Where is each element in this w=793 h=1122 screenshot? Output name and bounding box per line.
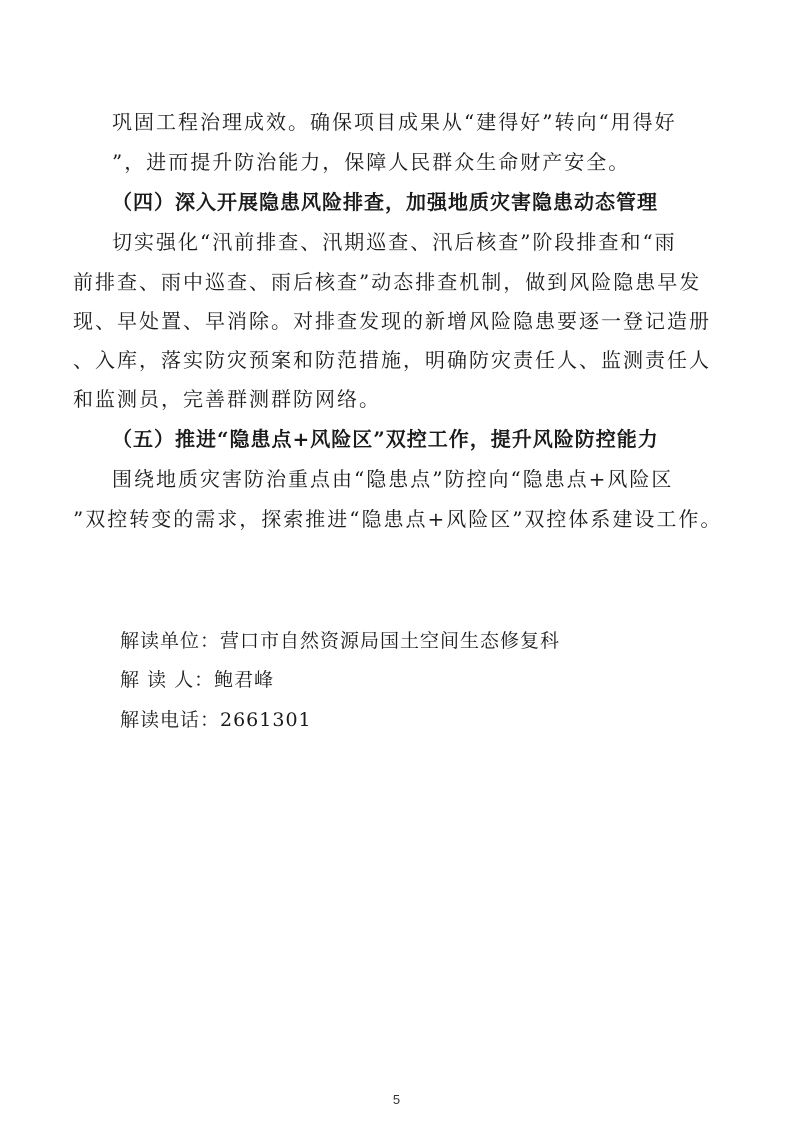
contact-phone: 解读电话：2661301 bbox=[120, 709, 312, 731]
paragraph-line: 和监测员，完善群测群防网络。 bbox=[73, 387, 381, 411]
interpreting-unit: 解读单位：营口市自然资源局国土空间生态修复科 bbox=[120, 630, 561, 652]
section-heading: （四）深入开展隐患风险排查，加强地质灾害隐患动态管理 bbox=[112, 190, 658, 214]
paragraph-line: 、入库，落实防灾预案和防范措施，明确防灾责任人、监测责任人 bbox=[73, 348, 711, 372]
paragraph-line: 围绕地质灾害防治重点由“隐患点”防控向“隐患点+风险区 bbox=[112, 467, 674, 491]
paragraph-line: ”双控转变的需求，探索推进“隐患点+风险区”双控体系建设工作。 bbox=[73, 507, 723, 531]
paragraph-line: ”，进而提升防治能力，保障人民群众生命财产安全。 bbox=[112, 150, 631, 174]
paragraph-line: 巩固工程治理成效。确保项目成果从“建得好”转向“用得好 bbox=[112, 110, 677, 134]
paragraph-line: 切实强化“汛前排查、汛期巡查、汛后核查”阶段排查和“雨 bbox=[112, 230, 677, 254]
page-number: 5 bbox=[392, 1092, 401, 1107]
interpreter: 解 读 人：鲍君峰 bbox=[120, 669, 275, 691]
section-heading: （五）推进“隐患点+风险区”双控工作，提升风险防控能力 bbox=[112, 427, 659, 451]
paragraph-line: 现、早处置、早消除。对排查发现的新增风险隐患要逐一登记造册 bbox=[73, 309, 711, 333]
paragraph-line: 前排查、雨中巡查、雨后核查”动态排查机制，做到风险隐患早发 bbox=[73, 270, 702, 294]
